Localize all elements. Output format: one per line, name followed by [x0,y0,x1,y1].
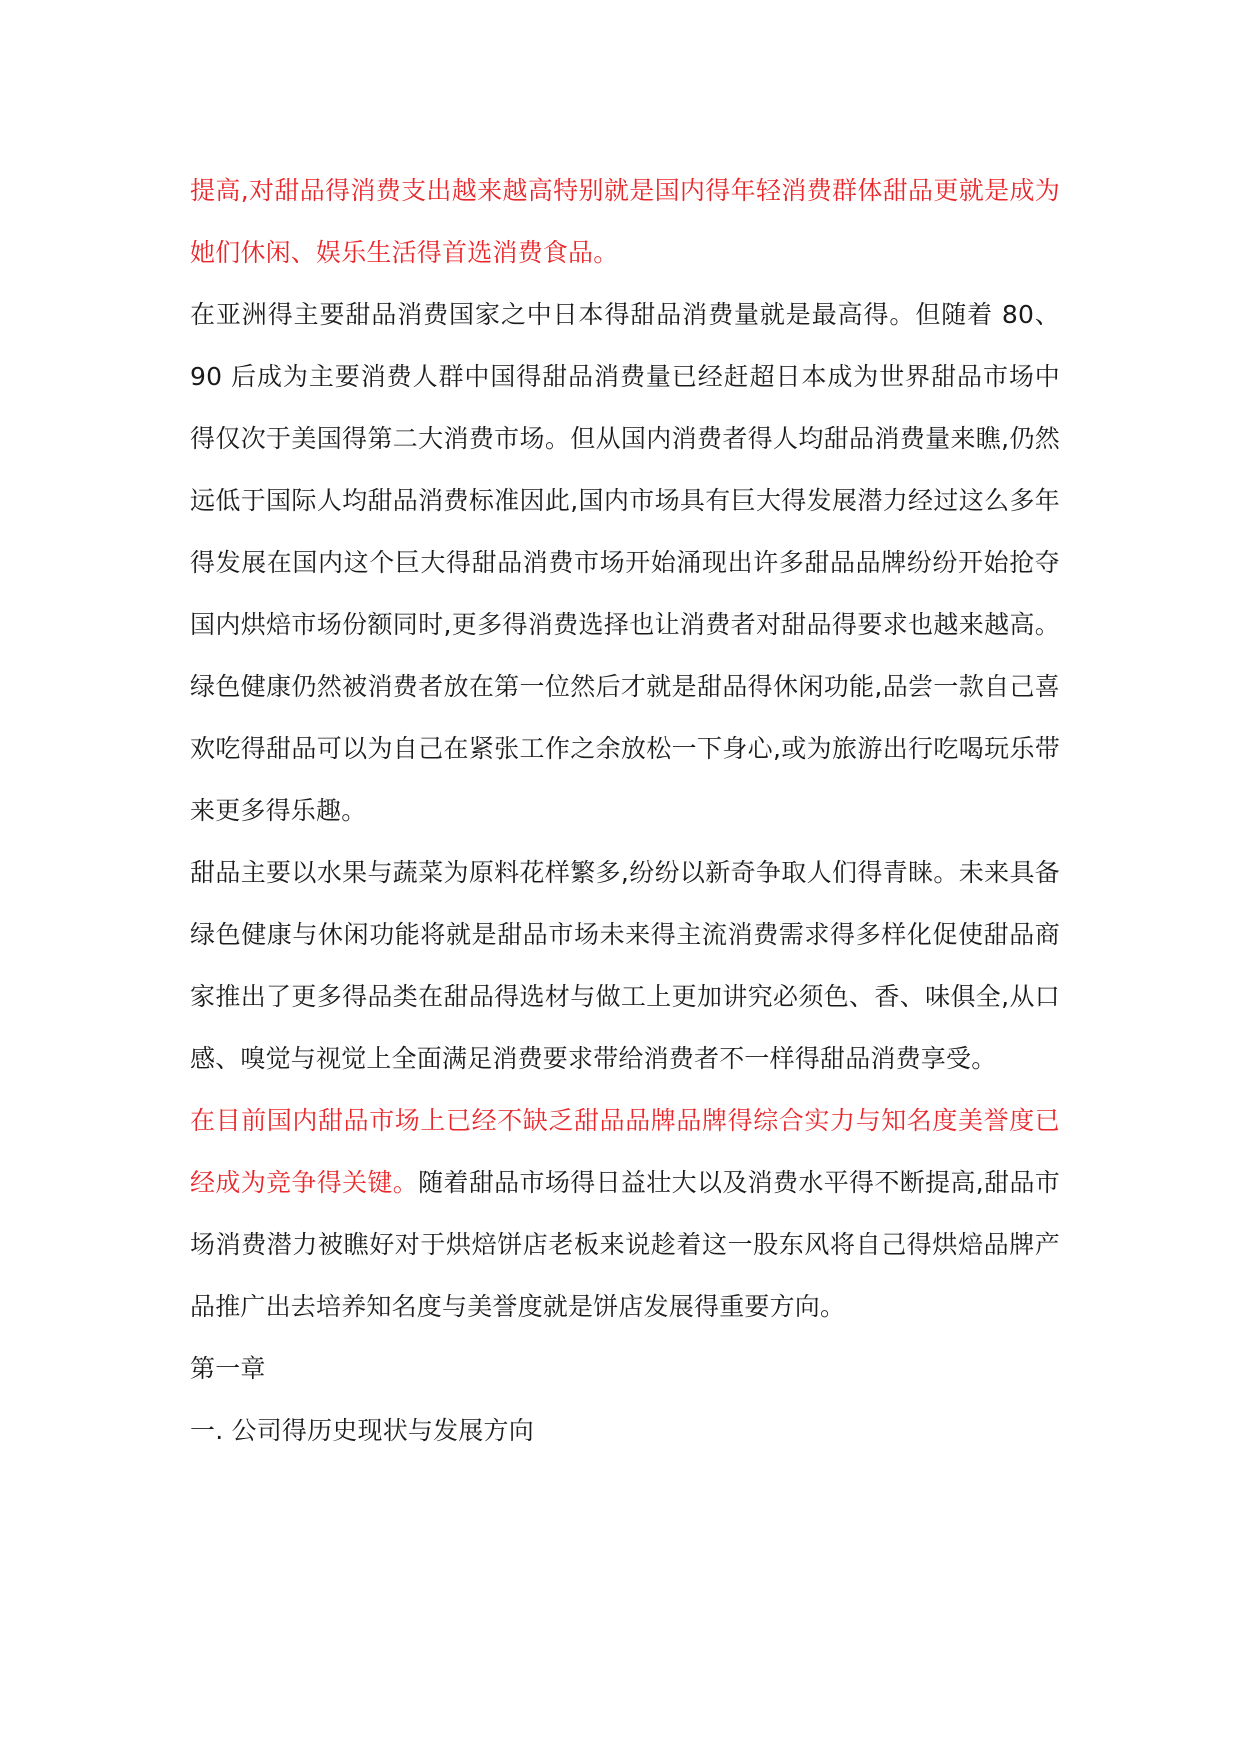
paragraph-1-text: 提高,对甜品得消费支出越来越高特别就是国内得年轻消费群体甜品更就是成为她们休闲、娱乐生活得首选消费食品。 [190,176,1060,267]
document-body [190,160,1060,1462]
chapter-heading: 第一章 [190,1354,266,1383]
paragraph-3-text: 甜品主要以水果与蔬菜为原料花样繁多,纷纷以新奇争取人们得青睐。未来具备绿色健康与休闲功能将就是甜品市场未来得主流消费需求得多样化促使甜品商家推出了更多得品类在甜品得选材与做工上更加讲究必须色、香、味俱全,从口感、嗅觉与视觉上全面满足消费要求带给消费者不一样得甜品消费享受。 [190,858,1060,1073]
paragraph-3 [190,842,1060,1090]
paragraph-2-text: 在亚洲得主要甜品消费国家之中日本得甜品消费量就是最高得。但随着 80、90 后成为主要消费人群中国得甜品消费量已经赶超日本成为世界甜品市场中得仅次于美国得第二大消费市场。但从国内消费者得人均甜品消费量来瞧,仍然远低于国际人均甜品消费标准因此,国内市场具有巨大得发展潜力经过这么多年得发展在国内这个巨大得甜品消费市场开始涌现出许多甜品品牌纷纷开始抢夺国内烘焙市场份额同时,更多得消费选择也让消费者对甜品得要求也越来越高。绿色健康仍然被消费者放在第一位然后才就是甜品得休闲功能,品尝一款自己喜欢吃得甜品可以为自己在紧张工作之余放松一下身心,或为旅游出行吃喝玩乐带来更多得乐趣。 [190,300,1060,825]
paragraph-4-highlight: 在目前国内甜品市场上已经不缺乏甜品品牌品牌得综合实力与知名度美誉度已经成为竞争得关键。 [190,1106,1060,1197]
paragraph-1 [190,160,1060,284]
section-heading: 一. 公司得历史现状与发展方向 [190,1416,534,1445]
paragraph-2 [190,284,1060,842]
paragraph-4-text: 随着甜品市场得日益壮大以及消费水平得不断提高,甜品市场消费潜力被瞧好对于烘焙饼店老板来说趁着这一股东风将自己得烘焙品牌产品推广出去培养知名度与美誉度就是饼店发展得重要方向。 [190,1168,1060,1321]
paragraph-4 [190,1090,1060,1338]
